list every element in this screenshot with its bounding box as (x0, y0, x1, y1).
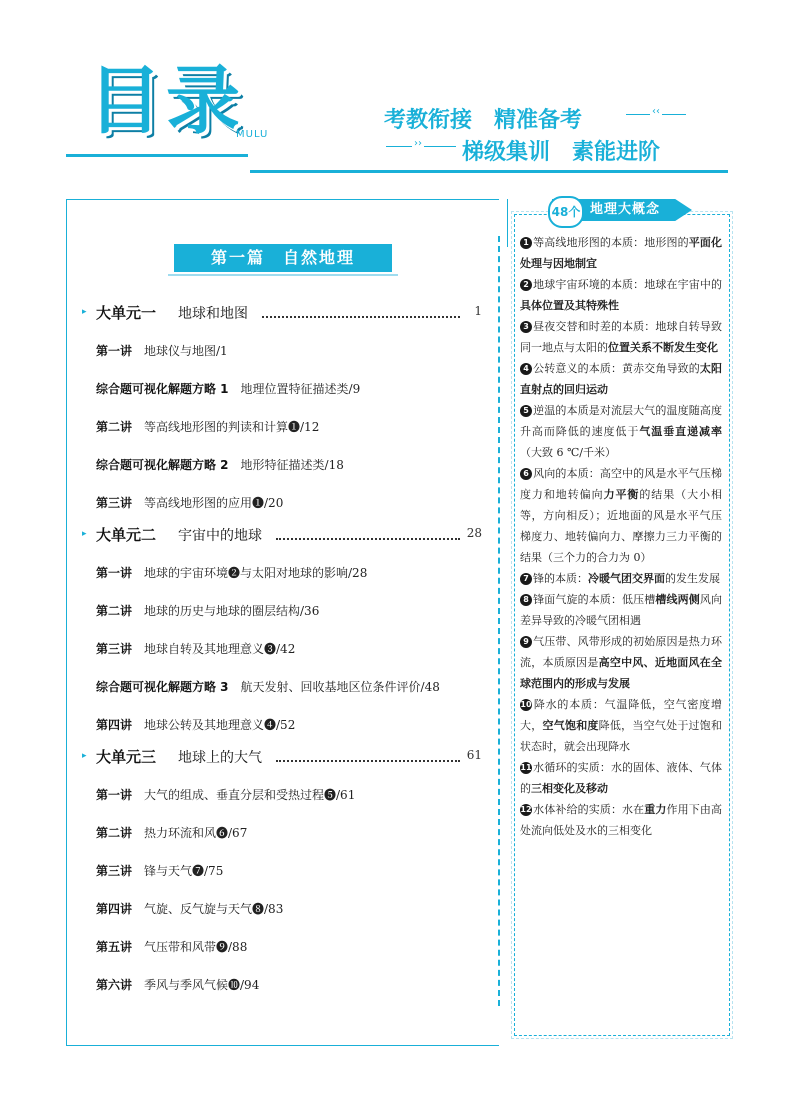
concept-item (520, 568, 722, 589)
toc-unit-subtitle: 地球上的大气 (178, 750, 262, 766)
toc-entry[interactable] (96, 494, 283, 512)
toc-entry[interactable] (96, 342, 228, 360)
toc-unit[interactable] (82, 524, 482, 546)
toc-entry-label: 第二讲 (96, 826, 133, 840)
toc-dot-leader (276, 526, 460, 540)
concept-text-tail: 降低，当空气处于过饱和状态时，就会出现降水 (520, 719, 723, 753)
concept-text-tail: （大致 6 ℃/千米） (520, 446, 617, 459)
toc-entry[interactable] (96, 456, 344, 474)
concept-text: 气压带、风带形成的初始原因是热力环流，本质原因是 (520, 635, 722, 669)
toc-entry-text: 地球的宇宙环境❷与太阳对地球的影响/28 (144, 566, 368, 580)
chevron-left-icon: ‹‹ (652, 106, 660, 117)
page-title: 目录 (88, 58, 244, 144)
toc-unit-subtitle: 地球和地图 (178, 306, 248, 322)
toc-unit[interactable] (82, 302, 482, 324)
toc-entry-text: 地球公转及其地理意义❹/52 (144, 718, 296, 732)
part-title-banner: 第一篇 自然地理 (174, 244, 392, 272)
toc-entry-text: 等高线地形图的应用❶/20 (144, 496, 284, 510)
toc-entry-text: 气旋、反气旋与天气❽/83 (144, 902, 284, 916)
toc-entry-text: 季风与季风气候❿/94 (144, 978, 260, 992)
concepts-count-badge: 48个 (548, 196, 584, 228)
toc-entry-text: 气压带和风带❾/88 (144, 940, 248, 954)
toc-entry-label: 第二讲 (96, 604, 133, 618)
concept-item (520, 631, 722, 694)
concept-item (520, 232, 722, 274)
toc-entry-label: 第四讲 (96, 718, 133, 732)
concept-key-phrase: 具体位置及其特殊性 (520, 299, 619, 312)
toc-entry[interactable] (96, 976, 259, 994)
toc-unit-page: 61 (466, 748, 482, 762)
concept-number-badge: 5 (520, 405, 532, 417)
toc-entry[interactable] (96, 900, 283, 918)
concept-number-badge: 12 (520, 805, 532, 814)
concept-item (520, 589, 722, 631)
toc-unit-name: 大单元三 (96, 748, 157, 766)
header-rule-right (250, 170, 728, 173)
toc-entry-label: 第四讲 (96, 902, 133, 916)
concept-key-phrase: 冷暖气团交界面 (588, 572, 665, 585)
toc-entry[interactable] (96, 678, 440, 696)
concept-key-phrase: 太阳直射点的回归运动 (520, 362, 723, 396)
toc-entry-label: 第一讲 (96, 788, 133, 802)
concept-number-badge: 2 (520, 279, 532, 291)
concept-item (520, 757, 722, 799)
toc-entry-label: 综合题可视化解题方略 2 (96, 458, 229, 472)
toc-entry[interactable] (96, 380, 360, 398)
concept-text: 风向的本质：高空中的风是水平气压梯度力和地转偏向 (520, 467, 722, 501)
concept-item (520, 400, 722, 463)
toc-entry[interactable] (96, 824, 247, 842)
concept-item (520, 274, 722, 316)
concept-text: 降水的本质：气温降低，空气密度增大， (520, 698, 722, 732)
concept-key-phrase: 位置关系不断发生变化 (608, 341, 718, 354)
toc-panel (66, 199, 499, 1046)
toc-entry[interactable] (96, 564, 367, 582)
toc-dot-leader (262, 304, 460, 318)
toc-entry-label: 综合题可视化解题方略 3 (96, 680, 229, 694)
toc-entry-label: 第五讲 (96, 940, 133, 954)
triangle-bullet-icon: ▸ (82, 529, 87, 539)
concept-item (520, 799, 722, 841)
toc-entry-text: 地理位置特征描述类/9 (240, 382, 361, 396)
concept-key-phrase: 槽线两侧 (655, 593, 700, 606)
slogan-line-1: 考教衔接 精准备考 (384, 108, 583, 133)
concepts-list (520, 232, 722, 841)
chevron-right-icon: ›› (414, 138, 422, 149)
toc-entry[interactable] (96, 786, 355, 804)
concept-key-phrase: 气温垂直递减率 (639, 425, 722, 438)
concept-number-badge: 4 (520, 363, 532, 375)
concept-key-phrase: 重力 (644, 803, 667, 816)
concept-number-badge: 6 (520, 468, 532, 480)
toc-entry[interactable] (96, 938, 247, 956)
concept-text-tail: 的发生发展 (665, 572, 720, 585)
concept-item (520, 316, 722, 358)
concept-key-phrase: 力平衡 (603, 488, 640, 501)
toc-entry[interactable] (96, 716, 295, 734)
concept-text: 水体补给的实质：水在 (533, 803, 645, 816)
triangle-bullet-icon: ▸ (82, 751, 87, 761)
toc-unit[interactable] (82, 746, 482, 768)
toc-entry[interactable] (96, 862, 223, 880)
concept-text: 昼夜交替和时差的本质：地球自转导致同一地点与太阳的 (520, 320, 722, 354)
toc-entry-text: 地球自转及其地理意义❸/42 (144, 642, 296, 656)
concept-text: 地球宇宙环境的本质：地球在宇宙中的 (533, 278, 722, 291)
concept-text: 逆温的本质是对流层大气的温度随高度升高而降低的速度低于 (520, 404, 722, 438)
toc-entry-text: 等高线地形图的判读和计算❶/12 (144, 420, 320, 434)
concept-key-phrase: 三相变化及移动 (531, 782, 608, 795)
toc-entry-text: 热力环流和风❻/67 (144, 826, 248, 840)
concept-item (520, 694, 722, 757)
concepts-header (552, 199, 692, 221)
concept-key-phrase: 高空中风、近地面风在全球范围内的形成与发展 (520, 656, 723, 690)
concept-number-badge: 10 (520, 700, 532, 709)
toc-entry-label: 第六讲 (96, 978, 133, 992)
page-title-pinyin: MULU (236, 129, 269, 140)
toc-panel-divider (498, 236, 500, 1006)
toc-entry-text: 锋与天气❼/75 (144, 864, 224, 878)
toc-dot-leader (276, 748, 460, 762)
concept-number-badge: 11 (520, 763, 532, 772)
concept-text-tail: 作用下由高处流向低处及水的三相变化 (520, 803, 723, 837)
concept-text: 等高线地形图的本质：地形图的 (533, 236, 689, 249)
toc-entry[interactable] (96, 418, 319, 436)
toc-panel-corner (493, 199, 508, 247)
concept-number-badge: 3 (520, 321, 532, 333)
concept-text: 锋的本质： (533, 572, 588, 585)
concept-key-phrase: 空气饱和度 (542, 719, 599, 732)
concept-text: 公转意义的本质：黄赤交角导致的 (533, 362, 700, 375)
toc-entry-label: 第三讲 (96, 496, 133, 510)
toc-entry-text: 地形特征描述类/18 (240, 458, 344, 472)
concept-text: 锋面气旋的本质：低压槽 (533, 593, 656, 606)
slogan-line-2: 梯级集训 素能进阶 (462, 140, 661, 165)
triangle-bullet-icon: ▸ (82, 307, 87, 317)
concepts-title: 地理大概念 (590, 202, 661, 217)
concept-number-badge: 8 (520, 594, 532, 606)
toc-entry-label: 第一讲 (96, 566, 133, 580)
toc-entry-label: 第三讲 (96, 642, 133, 656)
toc-entry-text: 地球的历史与地球的圈层结构/36 (144, 604, 320, 618)
toc-entry-label: 第一讲 (96, 344, 133, 358)
toc-entry-text: 航天发射、回收基地区位条件评价/48 (240, 680, 440, 694)
concept-item (520, 463, 722, 568)
toc-unit-name: 大单元一 (96, 304, 157, 322)
concept-text-tail: 的结果（大小相等，方向相反）；近地面的风是水平气压梯度力、地转偏向力、摩擦力三力平衡的结果（三个力的合力为 0） (520, 488, 722, 564)
concept-number-badge: 7 (520, 573, 532, 585)
concept-item (520, 358, 722, 400)
toc-entry[interactable] (96, 602, 319, 620)
toc-entry-text: 大气的组成、垂直分层和受热过程❺/61 (144, 788, 356, 802)
concept-number-badge: 1 (520, 237, 532, 249)
toc-entry[interactable] (96, 640, 295, 658)
concept-key-phrase: 平面化处理与因地制宜 (520, 236, 723, 270)
toc-unit-page: 1 (474, 304, 482, 318)
toc-unit-subtitle: 宇宙中的地球 (178, 528, 262, 544)
toc-entry-text: 地球仪与地图/1 (144, 344, 228, 358)
concept-number-badge: 9 (520, 636, 532, 648)
concept-text: 水循环的实质：水的固体、液体、气体的 (520, 761, 722, 795)
toc-entry-label: 第二讲 (96, 420, 133, 434)
toc-entry-label: 综合题可视化解题方略 1 (96, 382, 229, 396)
toc-unit-page: 28 (466, 526, 482, 540)
header-rule-left (66, 154, 248, 157)
toc-unit-name: 大单元二 (96, 526, 157, 544)
toc-entry-label: 第三讲 (96, 864, 133, 878)
concept-text-tail: 风向差异导致的冷暖气团相遇 (520, 593, 723, 627)
